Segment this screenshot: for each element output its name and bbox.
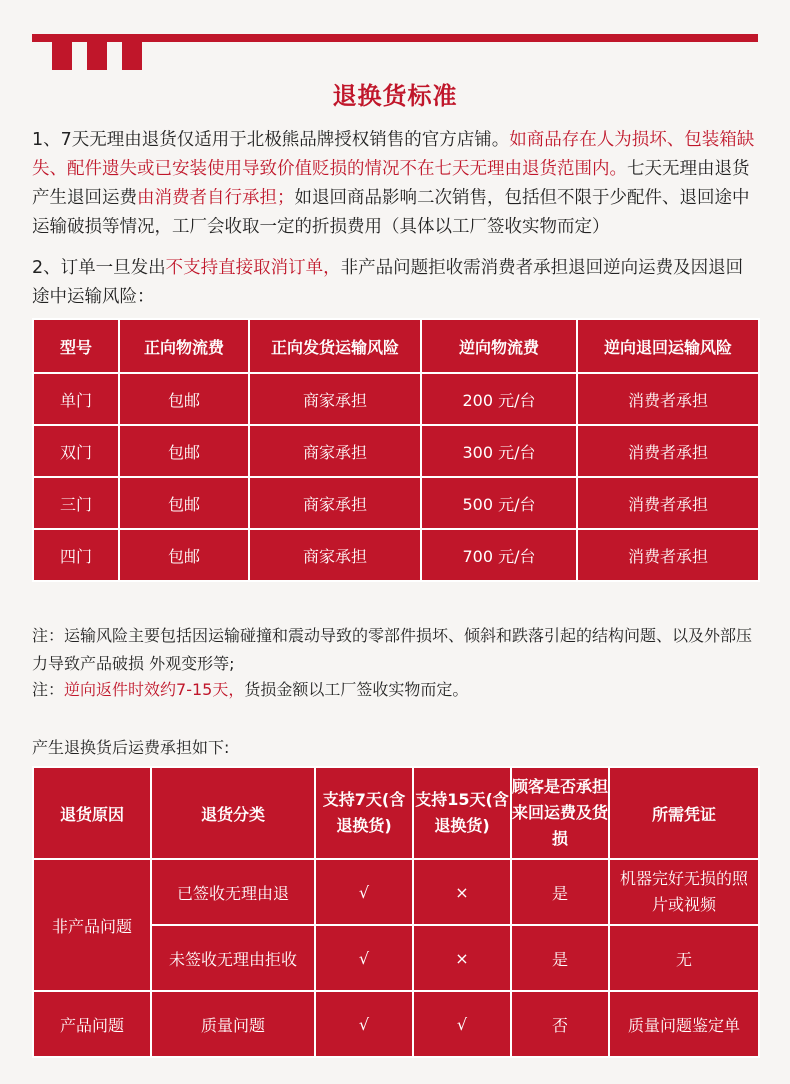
table-header-cell: 支持15天(含退换货) [413, 767, 511, 859]
header-decor-tab [87, 34, 107, 70]
table-row [33, 425, 759, 477]
table-cell: 消费者承担 [577, 373, 759, 425]
table-header-row [33, 767, 759, 859]
table-cell: 包邮 [119, 425, 249, 477]
table-cell: 商家承担 [249, 477, 421, 529]
table-header-cell: 顾客是否承担来回运费及货损 [511, 767, 609, 859]
table-cell: 未签收无理由拒收 [151, 925, 315, 991]
table-header-cell: 支持7天(含退换货) [315, 767, 413, 859]
table-cell: 包邮 [119, 529, 249, 581]
table-cell: 是 [511, 925, 609, 991]
table-cell: 单门 [33, 373, 119, 425]
table-cell: 消费者承担 [577, 425, 759, 477]
table-row [33, 477, 759, 529]
table-cell: 500 元/台 [421, 477, 577, 529]
table-cell: 商家承担 [249, 373, 421, 425]
table-cell: 质量问题鉴定单 [609, 991, 759, 1057]
table-cell: 双门 [33, 425, 119, 477]
table-cell: 三门 [33, 477, 119, 529]
return-time-note: 注：逆向返件时效约7-15天，货损金额以工厂签收实物而定。 [32, 680, 469, 699]
table-cell: √ [413, 991, 511, 1057]
table-row [33, 373, 759, 425]
table-cell: × [413, 859, 511, 925]
order-cancel-paragraph: 2、订单一旦发出不支持直接取消订单，非产品问题拒收需消费者承担退回逆向运费及因退回途中运输风险： [32, 258, 744, 307]
table-header-cell: 所需凭证 [609, 767, 759, 859]
table-cell: 包邮 [119, 477, 249, 529]
table-cell: 四门 [33, 529, 119, 581]
table-cell: × [413, 925, 511, 991]
table-cell: 机器完好无损的照片或视频 [609, 859, 759, 925]
table-cell: 包邮 [119, 373, 249, 425]
table-header-cell: 正向发货运输风险 [249, 319, 421, 373]
table-cell: 200 元/台 [421, 373, 577, 425]
freight-table [32, 318, 760, 582]
table-cell: 300 元/台 [421, 425, 577, 477]
table-cell: 是 [511, 859, 609, 925]
table-cell: 商家承担 [249, 425, 421, 477]
return-policy-paragraph: 1、7天无理由退货仅适用于北极熊品牌授权销售的官方店铺。如商品存在人为损坏、包装箱缺失、配件遗失或已安装使用导致价值贬损的情况不在七天无理由退货范围内。七天无理由退货产生退回运费由消费者自行承担；如退回商品影响二次销售，包括但不限于少配件、退回途中运输破损等情况，工厂会收取一定的折损费用（具体以工厂签收实物而定） [32, 130, 755, 237]
table-cell: 否 [511, 991, 609, 1057]
table-cell: 质量问题 [151, 991, 315, 1057]
table-cell: √ [315, 925, 413, 991]
table-cell: 商家承担 [249, 529, 421, 581]
header-decor-tab [122, 34, 142, 70]
table-row [33, 991, 759, 1057]
table-cell: 消费者承担 [577, 477, 759, 529]
freight-heading: 产生退换货后运费承担如下: [32, 738, 230, 757]
table-cell: 700 元/台 [421, 529, 577, 581]
return-freight-table [32, 766, 760, 1058]
table-header-cell: 逆向退回运输风险 [577, 319, 759, 373]
table-cell: 非产品问题 [33, 859, 151, 991]
table-header-cell: 退货原因 [33, 767, 151, 859]
table-cell: √ [315, 991, 413, 1057]
table-header-cell: 退货分类 [151, 767, 315, 859]
table-row [33, 529, 759, 581]
table-header-cell: 型号 [33, 319, 119, 373]
table-row [33, 859, 759, 925]
table-cell: 产品问题 [33, 991, 151, 1057]
table-cell: 已签收无理由退 [151, 859, 315, 925]
table-header-cell: 逆向物流费 [421, 319, 577, 373]
table-cell: √ [315, 859, 413, 925]
table-cell: 无 [609, 925, 759, 991]
transport-risk-note: 注：运输风险主要包括因运输碰撞和震动导致的零部件损坏、倾斜和跌落引起的结构问题、以及外部压力导致产品破损 外观变形等; [32, 626, 753, 673]
table-cell: 消费者承担 [577, 529, 759, 581]
table-header-row [33, 319, 759, 373]
table-header-cell: 正向物流费 [119, 319, 249, 373]
page-title: 退换货标准 [332, 82, 458, 110]
header-decor-tab [52, 34, 72, 70]
